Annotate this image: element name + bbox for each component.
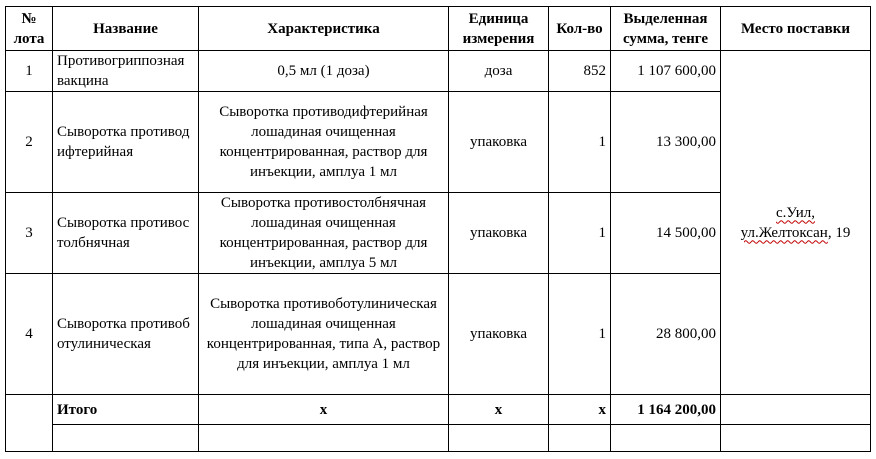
item-name: Сыворотка противостолбнячная [53,193,199,274]
item-spec: 0,5 мл (1 доза) [199,51,449,92]
header-row [6,7,871,51]
blank-cell [449,425,549,452]
item-qty: 1 [549,274,611,395]
delivery-place [721,51,871,395]
item-unit: упаковка [449,274,549,395]
total-spec: х [199,395,449,425]
header-spec: Характеристика [199,7,449,51]
lot-number: 2 [6,92,53,193]
item-qty: 852 [549,51,611,92]
table-row [6,51,871,92]
item-unit: упаковка [449,92,549,193]
header-place: Место поставки [721,7,871,51]
header-name: Название [53,7,199,51]
item-name: Сыворотка противодифтерийная [53,92,199,193]
blank-cell [611,425,721,452]
lot-number: 3 [6,193,53,274]
total-unit: х [449,395,549,425]
blank-cell [53,425,199,452]
item-sum: 28 800,00 [611,274,721,395]
total-place-cell [721,395,871,425]
total-lot-cell [6,395,53,452]
header-sum: Выделенная сумма, тенге [611,7,721,51]
item-sum: 1 107 600,00 [611,51,721,92]
item-name: Противогриппозная вакцина [53,51,199,92]
lot-number: 1 [6,51,53,92]
header-unit: Единица измерения [449,7,549,51]
total-qty: х [549,395,611,425]
total-label: Итого [53,395,199,425]
place-house: , 19 [827,224,851,241]
blank-cell [199,425,449,452]
header-qty: Кол-во [549,7,611,51]
lot-number: 4 [6,274,53,395]
item-qty: 1 [549,92,611,193]
item-sum: 13 300,00 [611,92,721,193]
item-spec: Сыворотка противостолбнячная лошадиная очищенная концентрированная, раствор для инъекции, амплуа 5 мл [199,193,449,274]
header-lot: № лота [6,7,53,51]
item-qty: 1 [549,193,611,274]
place-street: ул.Желтоксан [740,224,828,241]
place-village: с.Уил, [776,204,815,221]
total-sum: 1 164 200,00 [611,395,721,425]
procurement-table [5,6,871,452]
total-row [6,395,871,425]
item-spec: Сыворотка противодифтерийная лошадиная очищенная концентрированная, раствор для инъекции, амплуа 1 мл [199,92,449,193]
item-name: Сыворотка противоботулиническая [53,274,199,395]
item-spec: Сыворотка противоботулиническая лошадиная очищенная концентрированная, типа А, раствор для инъекции, амплуа 1 мл [199,274,449,395]
item-sum: 14 500,00 [611,193,721,274]
item-unit: доза [449,51,549,92]
item-unit: упаковка [449,193,549,274]
blank-row [6,425,871,452]
blank-cell [721,425,871,452]
blank-cell [549,425,611,452]
